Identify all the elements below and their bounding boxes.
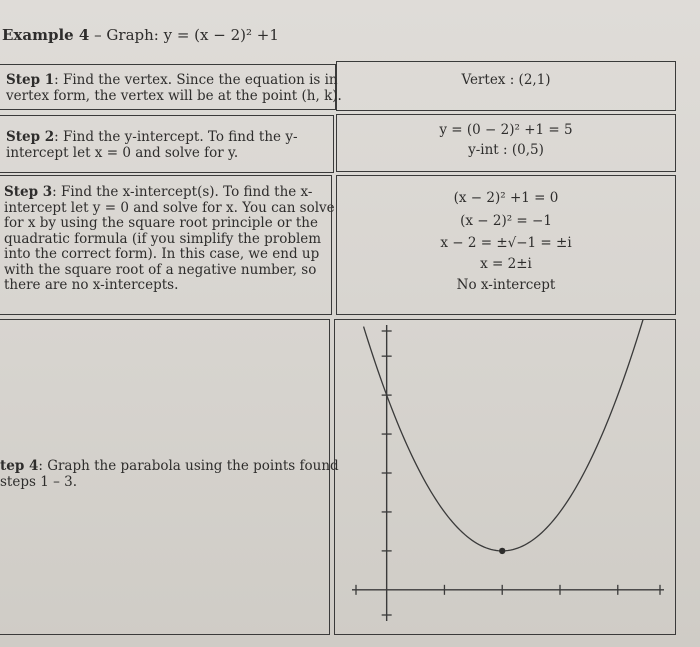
- step1-line1: : Find the vertex. Since the equation is in: [54, 72, 338, 88]
- example-title: [2, 26, 279, 44]
- step3-line-3: quadratic formula (if you simplify the problem: [4, 230, 322, 247]
- step3-work-1: (x − 2)² = −1: [460, 213, 552, 229]
- step2-answer: y-int : (0,5): [468, 142, 544, 158]
- step1-line2: vertex form, the vertex will be at the point (h, k).: [6, 87, 342, 104]
- step4-label: tep 4: [0, 458, 39, 474]
- example-dash: –: [94, 26, 102, 44]
- step1-label: Step 1: [6, 72, 55, 88]
- step3-text: [4, 185, 335, 294]
- step3-work-0: (x − 2)² +1 = 0: [453, 190, 559, 206]
- step4-line1: : Graph the parabola using the points found: [38, 458, 339, 474]
- step3-work-4: No x-intercept: [456, 277, 556, 293]
- step3-label: Step 3: [4, 184, 53, 200]
- parabola-graph: [334, 319, 676, 635]
- step3-line-5: with the square root of a negative number, so: [4, 261, 317, 278]
- step2-text: [6, 130, 298, 161]
- step3-line-0: : Find the x-intercept(s). To find the x-: [52, 184, 313, 200]
- step2-line2: intercept let x = 0 and solve for y.: [6, 144, 239, 161]
- step4-line2: steps 1 – 3.: [0, 473, 78, 490]
- vertex-point: [499, 548, 505, 554]
- step2-line1: : Find the y-intercept. To find the y-: [54, 129, 298, 145]
- step4-text: [0, 459, 339, 490]
- step3-work-2: x − 2 = ±√−1 = ±i: [440, 235, 572, 251]
- parabola-curve: [364, 319, 653, 551]
- example-graph: Graph: y = (x − 2)² +1: [106, 26, 279, 44]
- step3-work-3: x = 2±i: [480, 256, 532, 272]
- step2-label: Step 2: [6, 129, 55, 145]
- step3-line-1: intercept let y = 0 and solve for x. You can solve: [4, 199, 335, 216]
- step3-line-4: into the correct form). In this case, we end up: [4, 246, 320, 262]
- step2-eq: y = (0 − 2)² +1 = 5: [439, 122, 573, 138]
- step1-answer: Vertex : (2,1): [461, 72, 551, 88]
- step1-text: [6, 73, 342, 104]
- step3-line-6: there are no x-intercepts.: [4, 277, 179, 293]
- step3-line-2: for x by using the square root principle or the: [4, 215, 318, 231]
- example-label: Example 4: [2, 26, 90, 44]
